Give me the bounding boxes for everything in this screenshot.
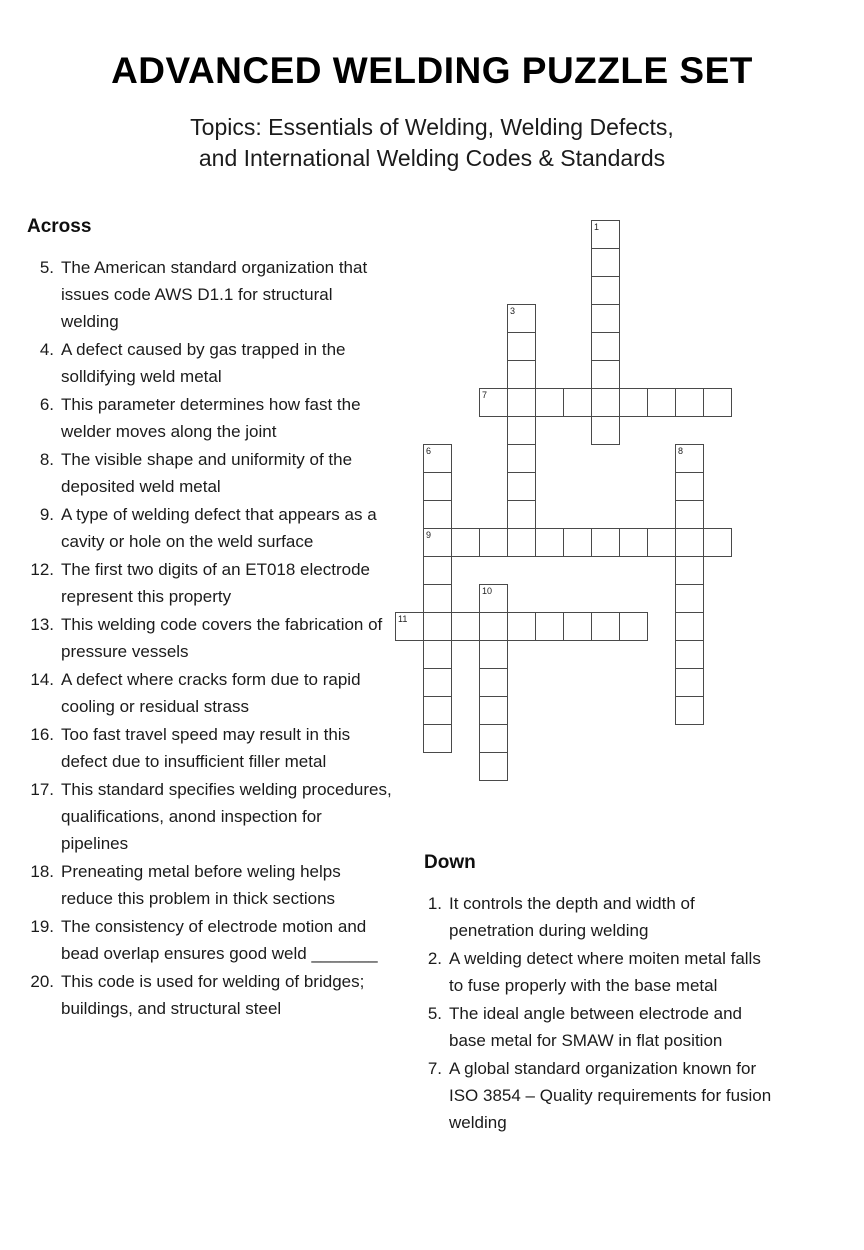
grid-cell[interactable] [507,304,536,333]
clue-item [27,556,393,610]
grid-cell[interactable] [675,472,704,501]
clue-number: 17. [30,780,54,799]
clue-text: The American standard organization that issues code AWS D1.1 for structural welding [61,258,368,331]
down-heading: Down [424,852,476,873]
grid-cell[interactable] [703,388,732,417]
down-clues [424,890,778,1136]
subtitle-line-2: and International Welding Codes & Standards [198,145,666,171]
clue-number: 4. [39,340,54,359]
grid-cell[interactable] [535,388,564,417]
clue-number: 14. [30,670,54,689]
clue-text: The visible shape and uniformity of the deposited weld metal [61,450,353,496]
grid-cell[interactable] [535,528,564,557]
grid-cell[interactable] [591,416,620,445]
clue-item [27,666,393,720]
grid-cell[interactable] [647,388,676,417]
grid-cell[interactable] [563,612,592,641]
grid-cell[interactable] [423,640,452,669]
grid-cell[interactable] [591,332,620,361]
grid-cell[interactable] [423,556,452,585]
grid-cell[interactable] [591,388,620,417]
grid-cell[interactable] [675,612,704,641]
grid-cell[interactable] [507,360,536,389]
grid-cell[interactable] [423,612,452,641]
grid-cell[interactable] [507,444,536,473]
grid-cell[interactable] [675,500,704,529]
grid-cell[interactable] [619,388,648,417]
clue-item [27,858,393,912]
grid-cell[interactable] [423,696,452,725]
grid-cell[interactable] [591,528,620,557]
grid-cell[interactable] [647,528,676,557]
cell-number: 10 [482,586,493,596]
grid-cell[interactable] [423,472,452,501]
grid-cell[interactable] [507,472,536,501]
clue-item [27,776,393,857]
grid-cell[interactable] [423,668,452,697]
cell-number: 7 [482,390,488,400]
clue-number: 5. [39,258,54,277]
subtitle [0,112,864,174]
grid-cell[interactable] [423,584,452,613]
clue-item [27,968,393,1022]
clue-number: 6. [39,395,54,414]
cell-number: 1 [594,222,600,232]
clue-text: A welding detect where moiten metal falls to fuse properly with the base metal [449,949,761,995]
grid-cell[interactable] [507,500,536,529]
across-section [27,216,393,1023]
grid-cell[interactable] [563,388,592,417]
clue-item [27,721,393,775]
grid-cell[interactable] [675,528,704,557]
clue-number: 20. [30,972,54,991]
grid-cell[interactable] [535,612,564,641]
clue-item [27,254,393,335]
clue-text: This code is used for welding of bridges; buildings, and structural steel [61,972,365,1018]
grid-cell[interactable] [591,248,620,277]
grid-cell[interactable] [507,416,536,445]
clue-number: 16. [30,725,54,744]
grid-cell[interactable] [703,528,732,557]
clue-item [424,945,778,999]
grid-cell[interactable] [619,528,648,557]
clue-number: 13. [30,615,54,634]
clue-item [27,501,393,555]
across-clues [27,254,393,1022]
page-title: ADVANCED WELDING PUZZLE SET [111,50,753,91]
clue-text: A global standard organization known for ISO 3854 – Quality requirements for fusion welding [449,1059,772,1132]
grid-cell[interactable] [479,584,508,613]
grid-cell[interactable] [591,220,620,249]
clue-number: 2. [427,949,442,968]
clue-number: 18. [30,862,54,881]
clue-item [424,1055,778,1136]
grid-cell[interactable] [507,528,536,557]
grid-cell[interactable] [675,668,704,697]
grid-cell[interactable] [591,304,620,333]
grid-cell[interactable] [479,668,508,697]
grid-cell[interactable] [423,724,452,753]
grid-cell[interactable] [507,612,536,641]
grid-cell[interactable] [479,612,508,641]
clue-text: A defect caused by gas trapped in the solldifying weld metal [61,340,346,386]
clue-number: 19. [30,917,54,936]
clue-number: 12. [30,560,54,579]
clue-number: 9. [39,505,54,524]
clue-number: 8. [39,450,54,469]
clue-item [27,336,393,390]
grid-cell[interactable] [423,500,452,529]
clue-item [27,611,393,665]
grid-cell[interactable] [675,696,704,725]
grid-cell[interactable] [479,640,508,669]
clue-text: This welding code covers the fabrication of pressure vessels [61,615,383,661]
grid-cell[interactable] [591,360,620,389]
down-section [424,852,778,1137]
clue-number: 5. [427,1004,442,1023]
clue-text: Too fast travel speed may result in this defect due to insufficient filler metal [61,725,351,771]
clue-text: The ideal angle between electrode and base metal for SMAW in flat position [449,1004,742,1050]
clue-text: The consistency of electrode motion and bead overlap ensures good weld _______ [61,917,378,963]
grid-cell[interactable] [591,612,620,641]
grid-cell[interactable] [451,612,480,641]
clue-text: A defect where cracks form due to rapid cooling or residual strass [61,670,361,716]
grid-cell[interactable] [591,276,620,305]
clue-number: 1. [427,894,442,913]
grid-cell[interactable] [479,696,508,725]
grid-cell[interactable] [507,332,536,361]
clue-text: The first two digits of an ET018 electrode represent this property [61,560,370,606]
clue-item [27,446,393,500]
grid-cell[interactable] [479,388,508,417]
clue-text: This parameter determines how fast the welder moves along the joint [61,395,361,441]
grid-cell[interactable] [675,556,704,585]
clue-item [27,391,393,445]
clue-text: This standard specifies welding procedures, qualifications, anond inspection for pipelines [61,780,392,853]
grid-cell[interactable] [395,612,424,641]
grid-cell[interactable] [451,528,480,557]
clue-text: A type of welding defect that appears as a cavity or hole on the weld surface [61,505,377,551]
cell-number: 9 [426,530,432,540]
crossword-grid [395,220,734,783]
clue-item [424,890,778,944]
clue-text: Preneating metal before weling helps reduce this problem in thick sections [61,862,341,908]
grid-cell[interactable] [675,640,704,669]
clue-number: 7. [427,1059,442,1078]
grid-cell[interactable] [675,584,704,613]
grid-cell[interactable] [563,528,592,557]
clue-item [27,913,393,967]
across-heading: Across [27,216,92,237]
clue-text: It controls the depth and width of penetration during welding [449,894,695,940]
cell-number: 8 [678,446,684,456]
cell-number: 3 [510,306,516,316]
grid-cell[interactable] [479,724,508,753]
cell-number: 11 [398,614,408,624]
clue-item [424,1000,778,1054]
grid-cell[interactable] [675,388,704,417]
grid-cell[interactable] [619,612,648,641]
grid-cell[interactable] [479,752,508,781]
subtitle-line-1: Topics: Essentials of Welding, Welding Defects, [190,114,674,140]
grid-cell[interactable] [423,528,452,557]
grid-cell[interactable] [507,388,536,417]
cell-number: 6 [426,446,432,456]
grid-cell[interactable] [423,444,452,473]
grid-cell[interactable] [479,528,508,557]
grid-cell[interactable] [675,444,704,473]
